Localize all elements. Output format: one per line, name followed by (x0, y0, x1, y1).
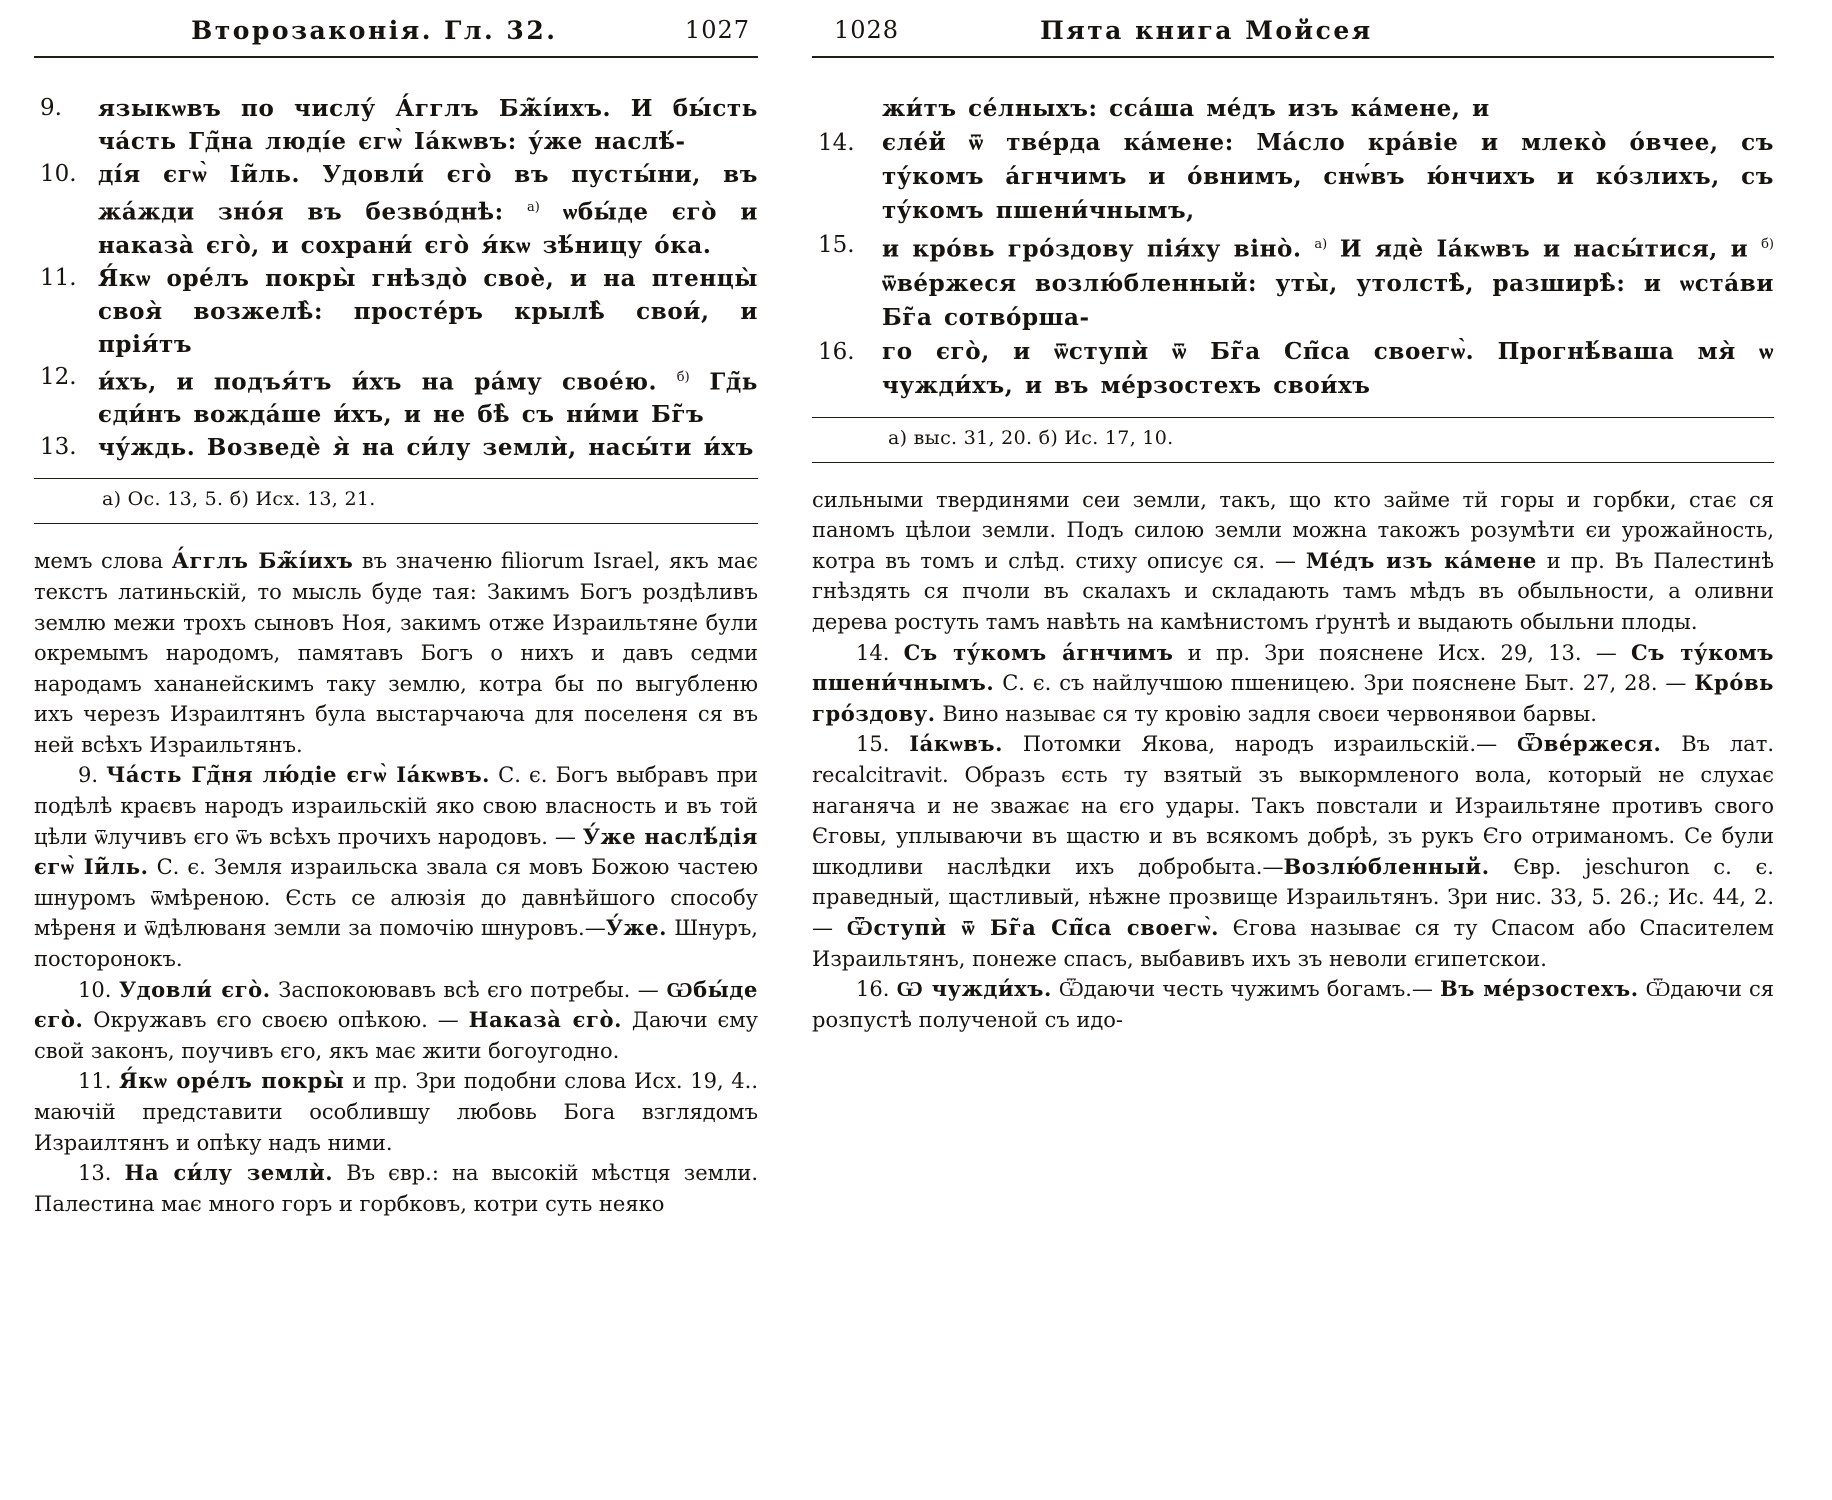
page-left (34, 16, 758, 1219)
header-rule (812, 56, 1774, 58)
verse: 10. ді́я єгѡ̀ Іи̃ль. Удовли́ єго̀ въ пусты́ни, въ жа́жди зно́я въ безво́днѣ: $^{а)}$ ѡбы́де єго̀ и наказа̀ єго̀, и сохрани́ єго̀ я́кѡ зѣ́ницу о́ка. (34, 158, 758, 262)
page-right (812, 16, 1774, 1219)
verse: 13. чу́ждь. Возведѐ я̀ на си́лу землѝ, насы́ти и́хъ (34, 431, 758, 464)
page-title: Пята книга Мойсея (1040, 16, 1373, 45)
verse-number: 16. (818, 338, 855, 365)
commentary-paragraph: 15. Іа́кѡвъ. Потомки Якова, народъ израильскій.— Ѿве́ржеся. Въ лат. recalcitravit. Образъ єсть ту взятый зъ выкормленого вола, который не слухає наганяча и не зважає на єго удары. Такъ повстали и Израильтяне противъ свого Єговы, уплываючи въ щастю и въ всякомъ добрѣ, зъ рукъ Єго отриманомъ. Се були шкодливи наслѣдки ихъ добробыта.—Возлю́бленный. Євр. jeschuron с. є. праведный, щастливый, нѣжне прозвище Израильтянъ. Зри нис. 33, 5. 26.; Ис. 44, 2. — Ѿступѝ ѿ Бг̃а Сп̃са своегѡ̀. Єгова называє ся ту Спасом або Спасителем Израильтянъ, понеже спасъ, выбавивъ ихъ зъ неволи єгипетскои. (812, 731, 1774, 971)
verse: жи́тъ се́лныхъ: сса́ша ме́дъ изъ ка́мене, и (882, 95, 1490, 122)
page-header-left (34, 16, 758, 52)
verse-number: 15. (818, 232, 855, 258)
commentary-right (812, 485, 1774, 1036)
scripture-text-right (812, 92, 1774, 403)
page-title: Второзаконія. Гл. 32. (191, 16, 558, 45)
commentary-paragraph: 9. Ча́сть Гд̃ня лю́діе єгѡ̀ Іа́кѡвъ. С. є. Богъ выбравъ при подѣлѣ краєвъ народъ израильскій яко свою власность и въ той цѣли ѿлучивъ єго ѿъ всѣхъ прочихъ народовъ. — У́же наслѣ́дія єгѡ̀ Іи̃ль. С. є. Земля израильска звала ся мовъ Божою частею шнуромъ ѿмѣреною. Єсть се алюзія до давнѣйшого способу мѣреня и ѿдѣлюваня земли за помочію шнуровъ.—У́же. Шнуръ, посторонокъ. (34, 762, 759, 972)
verse-number: 11. (40, 264, 77, 291)
verse: 16. го єго̀, и ѿступѝ ѿ Бг̃а Сп̃са своегѡ̀. Прогнѣ́ваша мя̀ ѡ чужди́хъ, и въ ме́рзостехъ свои́хъ (812, 335, 1774, 403)
page-number: 1028 (834, 16, 900, 44)
verse: 9. языкѡвъ по числу́ А́гглъ Бж̃і́ихъ. И бы́сть ча́сть Гд̃на люді́е єгѡ̀ Іа́кѡвъ: у́же наслѣ́- (34, 92, 758, 158)
scripture-text-left (34, 92, 758, 464)
footnote: а) выс. 31, 20. б) Ис. 17, 10. (888, 426, 1174, 449)
commentary-paragraph: сильными твердинями сеи земли, такъ, що кто займе тй горы и горбки, стає ся паномъ цѣлои земли. Подъ силою земли можна такожъ розумѣти єи урожайность, котра въ томъ и слѣд. стиху описує ся. — Ме́дъ изъ ка́мене и пр. Въ Палестинѣ гнѣздять ся пчоли въ скалахъ и складають тамъ мѣдъ въ обыльности, а оливни дерева ростуть тамъ навѣть на камѣнистомъ ґрунтѣ и выдають обыльни плоды. (812, 487, 1774, 635)
footnote-rule-bottom (812, 462, 1774, 463)
verse: 15. и кро́вь гро́здову пія́ху віно̀. $^{а)}$ И ядѐ Іа́кѡвъ и насы́тися, и $^{б)}$ ѿве́ржеся возлю́бленный: уты̀, утолстѣ̀, разширѣ̀: и ѡста́ви Бг̃а сотво́рша- (812, 228, 1774, 335)
commentary-paragraph: 16. Ѡ чужди́хъ. Ѿдаючи честь чужимъ богамъ.— Въ ме́рзостехъ. Ѿдаючи ся розпустѣ полученой съ идо- (812, 976, 1774, 1032)
page-number: 1027 (684, 16, 750, 44)
commentary-paragraph: 14. Съ ту́комъ а́гнчимъ и пр. Зри пояснене Исх. 29, 13. — Съ ту́комъ пшени́чнымъ. С. є. съ найлучшою пшеницею. Зри пояснене Быт. 27, 28. — Кро́вь гро́здову. Вино называє ся ту кровію задля своєи червонявои барвы. (812, 639, 1775, 726)
verse-number: 13. (40, 434, 77, 461)
commentary-paragraph: 10. Удовли́ єго̀. Заспокоювавъ всѣ єго потребы. — Ѡбы́де єго̀. Окружавъ єго своєю опѣкою. — Наказа̀ єго̀. Даючи єму свой законъ, поучивъ єго, якъ має жити богоугодно. (34, 976, 758, 1063)
footnote-marker: а) (526, 200, 540, 215)
page-header-right (812, 16, 1774, 52)
commentary-paragraph: 13. На си́лу землѝ. Въ євр.: на высокій мѣстця земли. Палестина має много горъ и горбковъ, котри суть неяко (34, 1160, 759, 1216)
verse-number: 12. (40, 363, 77, 390)
verse-number: 10. (40, 161, 77, 187)
header-rule (34, 56, 758, 58)
verse-number: 9. (40, 95, 62, 121)
footnote-marker: б) (676, 369, 690, 385)
commentary-paragraph: мемъ слова А́гглъ Бж̃і́ихъ въ значеню filiorum Israel, якъ має текстъ латиньскій, то мысль буде тая: Закимъ Богъ роздѣливъ землю межи трохъ сыновъ Ноя, закимъ отже Израильтяне були окремымъ народомъ, памятавъ Богъ о нихъ и давъ седми народамъ хананейскимъ таку землю, котра бы по выгубленю ихъ черезъ Израилтянъ була выстарчаюча для поселеня ся въ ней всѣхъ Израильтянъ. (34, 548, 758, 757)
footnote-rule-bottom (34, 523, 758, 524)
verse: 14. єле́й ѿ тве́рда ка́мене: Ма́сло кра́віе и млеко̀ о́вчее, съ ту́комъ а́гнчимъ и о́внимъ, снѡ́въ ю́нчихъ и ко́злихъ, съ ту́комъ пшени́чнымъ, (812, 126, 1774, 228)
verse: 12. и́хъ, и подъя́тъ и́хъ на ра́му свое́ю. $^{б)}$ Гд̃ь єди́нъ вожда́ше и́хъ, и не бѣ̀ съ ни́ми Бг̃ъ (34, 361, 758, 432)
commentary-paragraph: 11. Я́кѡ оре́лъ покры̀ и пр. Зри подобни слова Исх. 19, 4.. маючій представити особлившу любовь Бога взглядомъ Израилтянъ и опѣку надъ ними. (34, 1068, 758, 1155)
footnote-marker: а) (1314, 237, 1328, 252)
verse: 11. Я́кѡ оре́лъ покры̀ гнѣздо̀ своѐ, и на птенцы̀ своя̀ возжелѣ̀: просте́ръ крылѣ̀ свои́, и прія́тъ (34, 262, 758, 361)
footnote: а) Ос. 13, 5. б) Исх. 13, 21. (102, 488, 376, 511)
verse-number: 14. (818, 130, 855, 156)
footnote-marker: б) (1761, 237, 1774, 252)
commentary-left (34, 546, 758, 1219)
